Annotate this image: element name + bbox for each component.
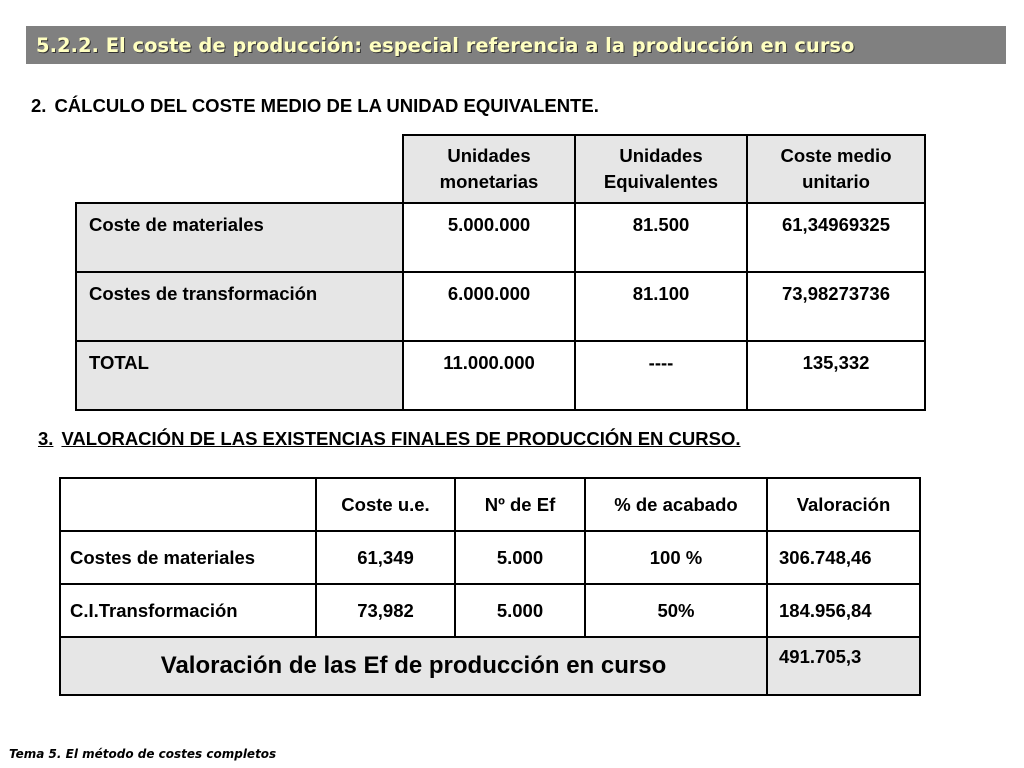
valuation-table xyxy=(59,477,921,696)
header-coste-ue: Coste u.e. xyxy=(316,478,455,531)
cell-coste-ue: 73,982 xyxy=(316,584,455,637)
total-row xyxy=(60,637,920,695)
row-label: Costes de transformación xyxy=(76,272,403,341)
row-label: Coste de materiales xyxy=(76,203,403,272)
header-n-ef: Nº de Ef xyxy=(455,478,585,531)
section-2-text: CÁLCULO DEL COSTE MEDIO DE LA UNIDAD EQUIVALENTE. xyxy=(54,95,599,116)
table-row xyxy=(60,584,920,637)
header-unidades-monetarias: Unidades monetarias xyxy=(403,135,575,203)
cell-n-ef: 5.000 xyxy=(455,531,585,584)
footer-text: Tema 5. El método de costes completos xyxy=(9,747,277,761)
cell-valoracion: 306.748,46 xyxy=(767,531,920,584)
table-header-row xyxy=(60,478,920,531)
header-acabado: % de acabado xyxy=(585,478,767,531)
section-2-number: 2. xyxy=(31,95,47,116)
table-row xyxy=(60,531,920,584)
average-cost-table xyxy=(75,134,926,411)
cell-unidades-monetarias: 11.000.000 xyxy=(403,341,575,410)
table-row xyxy=(76,341,925,410)
empty-header-cell xyxy=(60,478,316,531)
title-bar xyxy=(26,26,1006,64)
cell-unidades-monetarias: 5.000.000 xyxy=(403,203,575,272)
total-label: Valoración de las Ef de producción en curso xyxy=(60,637,767,695)
cell-unidades-equivalentes: ---- xyxy=(575,341,747,410)
section-2-heading xyxy=(31,95,599,117)
cell-coste-medio: 61,34969325 xyxy=(747,203,925,272)
cell-coste-medio: 135,332 xyxy=(747,341,925,410)
row-label: TOTAL xyxy=(76,341,403,410)
section-3-text: VALORACIÓN DE LAS EXISTENCIAS FINALES DE PRODUCCIÓN EN CURSO. xyxy=(61,428,741,449)
section-3-heading xyxy=(38,428,741,450)
cell-acabado: 50% xyxy=(585,584,767,637)
section-3-number: 3. xyxy=(38,428,54,449)
cell-unidades-equivalentes: 81.100 xyxy=(575,272,747,341)
cell-acabado: 100 % xyxy=(585,531,767,584)
cell-unidades-equivalentes: 81.500 xyxy=(575,203,747,272)
cell-n-ef: 5.000 xyxy=(455,584,585,637)
total-value: 491.705,3 xyxy=(767,637,920,695)
cell-unidades-monetarias: 6.000.000 xyxy=(403,272,575,341)
cell-coste-medio: 73,98273736 xyxy=(747,272,925,341)
cell-coste-ue: 61,349 xyxy=(316,531,455,584)
slide-title: 5.2.2. El coste de producción: especial referencia a la producción en curso xyxy=(36,33,855,57)
cell-valoracion: 184.956,84 xyxy=(767,584,920,637)
header-coste-medio-unitario: Coste medio unitario xyxy=(747,135,925,203)
table-header-row xyxy=(76,135,925,203)
header-valoracion: Valoración xyxy=(767,478,920,531)
empty-header-cell xyxy=(76,135,403,203)
row-label: Costes de materiales xyxy=(60,531,316,584)
table-row xyxy=(76,272,925,341)
header-unidades-equivalentes: Unidades Equivalentes xyxy=(575,135,747,203)
row-label: C.I.Transformación xyxy=(60,584,316,637)
table-row xyxy=(76,203,925,272)
